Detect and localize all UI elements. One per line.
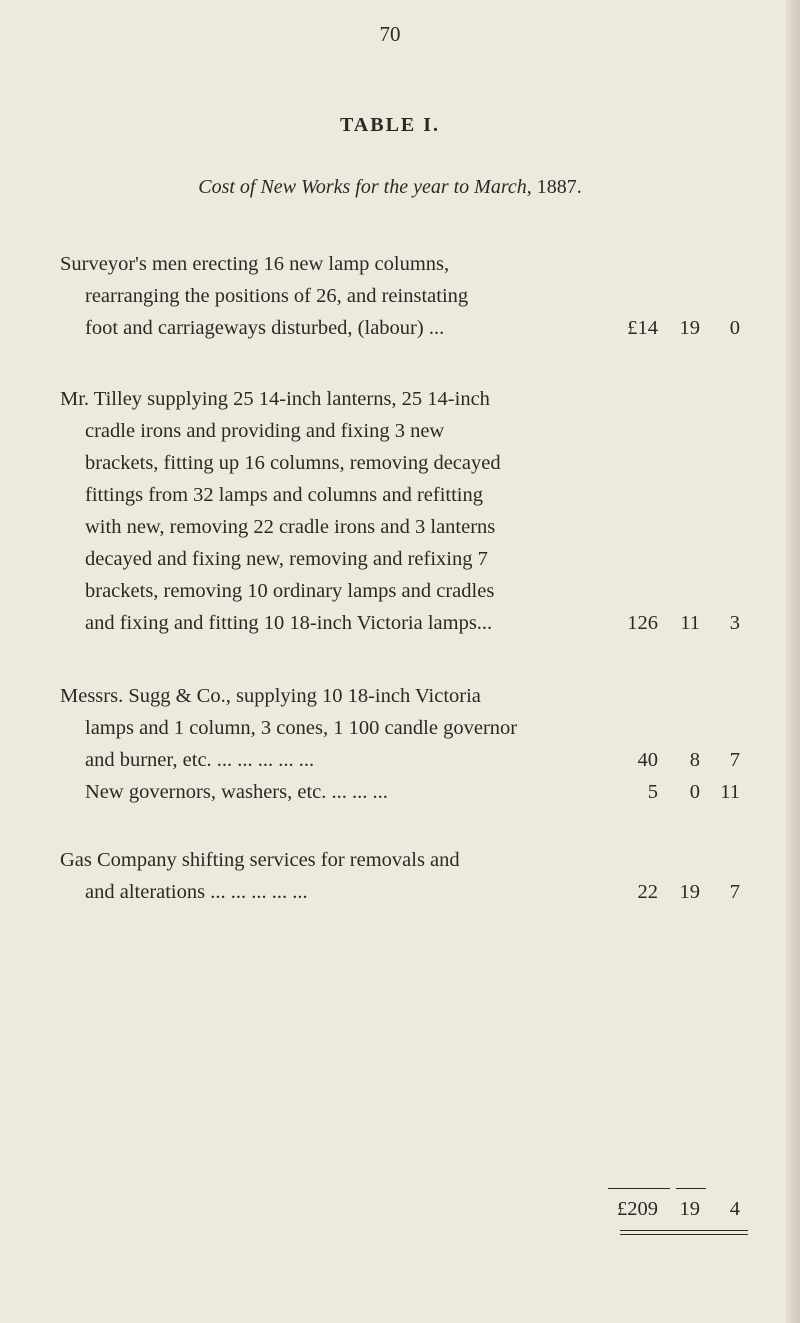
- table-subtitle: [0, 176, 780, 199]
- total-double-rule-top: [620, 1230, 748, 1231]
- amount-pounds: 40: [637, 749, 658, 771]
- amount-shillings: 11: [680, 612, 700, 634]
- amount-shillings: 19: [679, 317, 700, 339]
- amount-surveyor: [580, 312, 740, 344]
- total-shillings: 19: [679, 1198, 700, 1220]
- entry-gas-company: [60, 844, 605, 908]
- amount-shillings: 0: [689, 781, 700, 803]
- entry-line: and burner, etc. ... ... ... ... ...: [85, 749, 315, 771]
- grand-total: [580, 1193, 740, 1225]
- amount-pence: 7: [729, 881, 740, 903]
- amount-pounds: 126: [627, 612, 658, 634]
- entry-line: Mr. Tilley supplying 25 14-inch lanterns, 25 14-inch: [60, 388, 490, 410]
- entry-line: lamps and 1 column, 3 cones, 1 100 candle governor: [85, 717, 518, 739]
- entry-line: foot and carriageways disturbed, (labour) ...: [85, 317, 445, 339]
- entry-line: with new, removing 22 cradle irons and 3 lanterns: [85, 516, 496, 538]
- subtitle-text: Cost of New Works for the year to March,: [198, 176, 532, 198]
- entry-sugg: [60, 680, 605, 776]
- entry-line: Gas Company shifting services for removals and: [60, 849, 460, 871]
- entry-line: brackets, removing 10 ordinary lamps and cradles: [85, 580, 495, 602]
- subtitle-year: 1887.: [536, 176, 582, 198]
- page-edge: [786, 0, 800, 1323]
- amount-pence: 3: [729, 612, 740, 634]
- amount-pounds: £14: [627, 317, 658, 339]
- total-rule-pounds: [608, 1188, 670, 1189]
- entry-line: cradle irons and providing and fixing 3 new: [85, 420, 445, 442]
- page-number: 70: [379, 22, 401, 46]
- amount-pence: 0: [729, 317, 740, 339]
- amount-pence: 7: [729, 749, 740, 771]
- amount-sugg: [580, 744, 740, 776]
- amount-governors: [580, 776, 740, 808]
- entry-line: New governors, washers, etc. ... ... ...: [85, 781, 388, 803]
- entry-line: brackets, fitting up 16 columns, removing decayed: [85, 452, 501, 474]
- amount-gas-company: [580, 876, 740, 908]
- entry-line: Messrs. Sugg & Co., supplying 10 18-inch Victoria: [60, 685, 481, 707]
- amount-pounds: 5: [647, 781, 658, 803]
- entry-tilley: [60, 383, 605, 639]
- entry-line: and alterations ... ... ... ... ...: [85, 881, 308, 903]
- entry-line: and fixing and fitting 10 18-inch Victoria lamps...: [85, 612, 493, 634]
- amount-tilley: [580, 607, 740, 639]
- total-rule-shillings: [676, 1188, 706, 1189]
- total-pence: 4: [729, 1198, 740, 1220]
- entry-governors: [60, 776, 605, 808]
- entry-surveyor: [60, 248, 605, 344]
- total-pounds: £209: [617, 1198, 658, 1220]
- entry-line: fittings from 32 lamps and columns and refitting: [85, 484, 483, 506]
- total-double-rule-bottom: [620, 1234, 748, 1235]
- amount-pence: 11: [720, 781, 740, 803]
- amount-pounds: 22: [637, 881, 658, 903]
- amount-shillings: 19: [679, 881, 700, 903]
- entry-line: Surveyor's men erecting 16 new lamp columns,: [60, 253, 450, 275]
- entry-line: decayed and fixing new, removing and refixing 7: [85, 548, 488, 570]
- table-title: TABLE I.: [339, 114, 441, 136]
- entry-line: rearranging the positions of 26, and reinstating: [85, 285, 469, 307]
- amount-shillings: 8: [689, 749, 700, 771]
